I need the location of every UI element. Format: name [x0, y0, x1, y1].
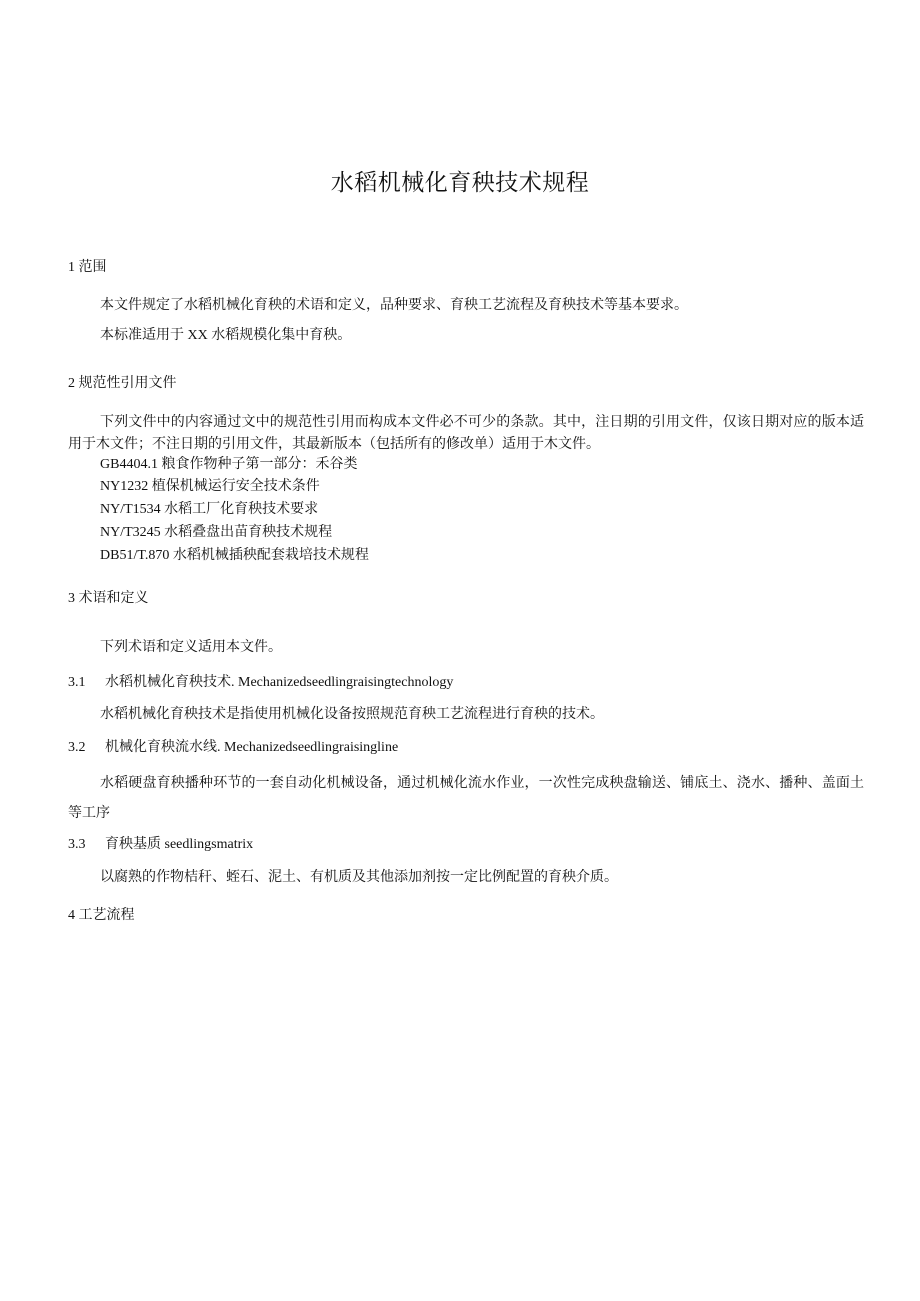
term-3-3-definition: 以腐熟的作物桔秆、蛭石、泥土、有机质及其他添加剂按一定比例配置的育秧介质。: [100, 870, 618, 885]
reference-item: NY/T3245 水稻叠盘出苗育秧技术规程: [100, 525, 333, 540]
section-2-intro: 下列文件中的内容通过文中的规范性引用而构成本文件必不可少的条款。其中，注日期的引用文件，仅该日期对应的版本适用于木文件；不注日期的引用文件，其最新版本（包括所有的修改单）适用于木文件。: [68, 415, 864, 452]
document-title: 水稻机械化育秧技术规程: [330, 170, 590, 196]
section-3-intro: 下列术语和定义适用本文件。: [100, 640, 282, 655]
term-3-1: [68, 673, 453, 693]
section-1-paragraph-2: 本标准适用于 XX 水稻规模化集中育秧。: [100, 328, 352, 343]
term-title: 机械化育秧流水线. Mechanizedseedlingraisingline: [105, 740, 399, 755]
term-3-2: [68, 738, 398, 758]
term-3-2-definition: 水稻硬盘育秧播种环节的一套自动化机械设备，通过机械化流水作业，一次性完成秧盘输送、铺底土、浇水、播种、盖面土等工序: [68, 776, 864, 821]
term-number: 3.3: [68, 837, 86, 852]
reference-item: NY/T1534 水稻工厂化育秧技术要求: [100, 502, 319, 517]
reference-item: NY1232 植保机械运行安全技术条件: [100, 479, 320, 494]
term-3-3: [68, 835, 253, 855]
term-number: 3.2: [68, 740, 86, 755]
section-1-paragraph-1: 本文件规定了水稻机械化育秧的术语和定义，品种要求、育秧工艺流程及育秧技术等基本要求。: [100, 298, 688, 313]
section-3-heading: 3 术语和定义: [68, 591, 149, 606]
term-title: 水稻机械化育秧技术. Mechanizedseedlingraisingtechnology: [105, 675, 454, 690]
section-1-heading: 1 范围: [68, 260, 107, 275]
reference-item: DB51/T.870 水稻机械插秧配套栽培技术规程: [100, 548, 369, 563]
section-4-heading: 4 工艺流程: [68, 908, 135, 923]
reference-item: GB4404.1 粮食作物种子第一部分：禾谷类: [100, 457, 358, 472]
term-number: 3.1: [68, 675, 86, 690]
term-3-1-definition: 水稻机械化育秧技术是指使用机械化设备按照规范育秧工艺流程进行育秧的技术。: [100, 707, 604, 722]
section-2-heading: 2 规范性引用文件: [68, 376, 177, 391]
term-title: 育秧基质 seedlingsmatrix: [105, 837, 254, 852]
